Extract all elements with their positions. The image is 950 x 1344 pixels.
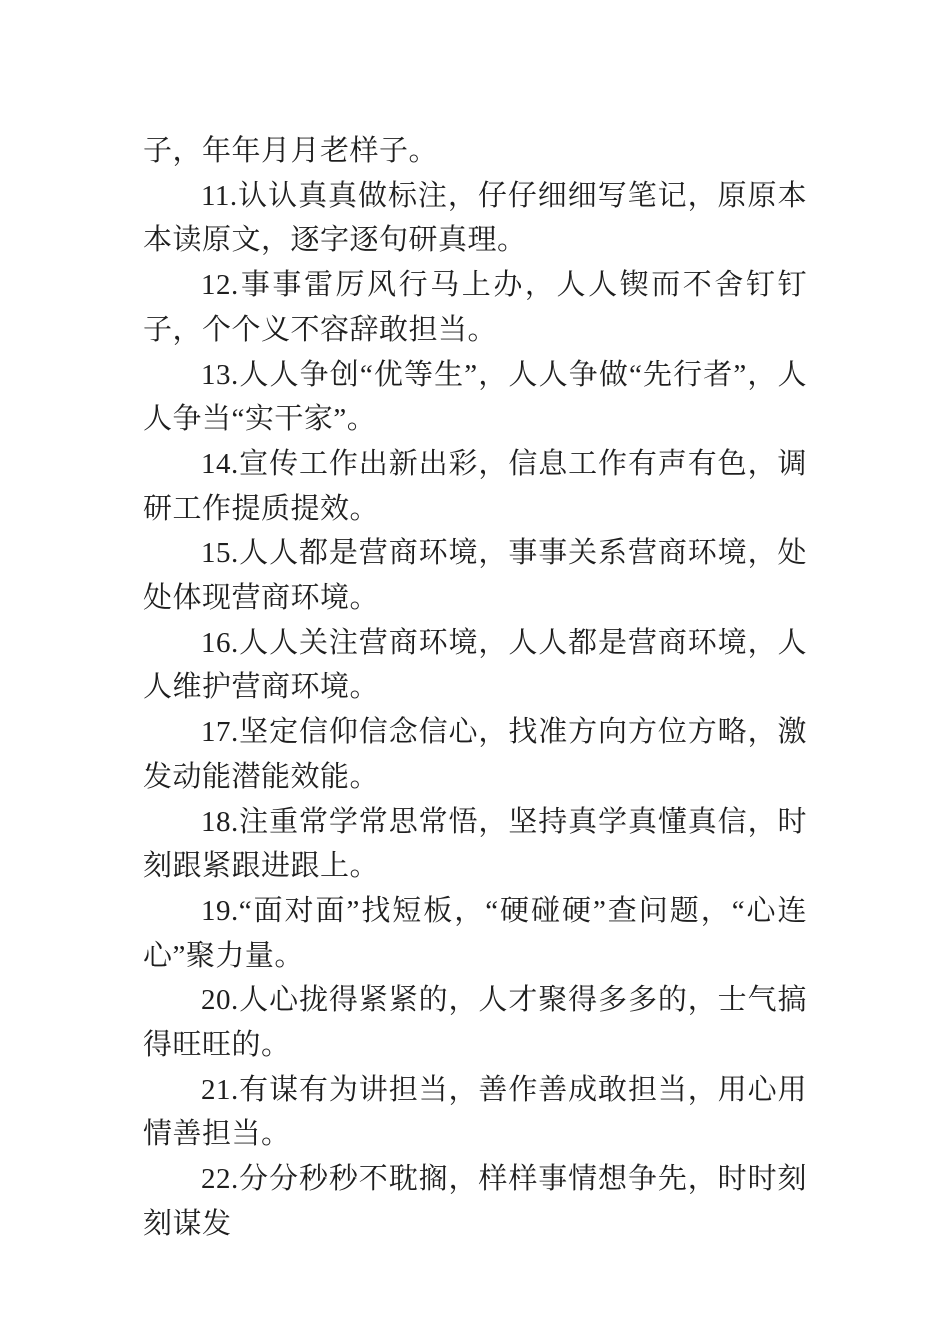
- numbered-item-21: 21.有谋有为讲担当，善作善成敢担当，用心用情善担当。: [143, 1073, 807, 1151]
- numbered-item-17: 17.坚定信仰信念信心，找准方向方位方略，激发动能潜能效能。: [143, 716, 807, 793]
- numbered-item-19: 19.“面对面”找短板，“硬碰硬”查问题，“心连心”聚力量。: [143, 894, 807, 972]
- numbered-item-20: 20.人心拢得紧紧的，人才聚得多多的，士气搞得旺旺的。: [143, 984, 807, 1062]
- paragraph-continuation-item-10: 子，年年月月老样子。: [143, 135, 439, 167]
- numbered-item-16: 16.人人关注营商环境，人人都是营商环境，人人维护营商环境。: [143, 626, 807, 704]
- numbered-item-18: 18.注重常学常思常悟，坚持真学真懂真信，时刻跟紧跟进跟上。: [143, 805, 807, 883]
- page-body: [143, 129, 807, 1247]
- numbered-item-13: 13.人人争创“优等生”，人人争做“先行者”，人人争当“实干家”。: [143, 358, 807, 436]
- numbered-item-11: 11.认认真真做标注，仔仔细细写笔记，原原本本读原文，逐字逐句研真理。: [143, 179, 807, 257]
- numbered-item-14: 14.宣传工作出新出彩，信息工作有声有色，调研工作提质提效。: [143, 447, 807, 525]
- numbered-item-15: 15.人人都是营商环境，事事关系营商环境，处处体现营商环境。: [143, 537, 807, 615]
- numbered-item-22: 22.分分秒秒不耽搁，样样事情想争先，时时刻刻谋发: [143, 1163, 807, 1240]
- numbered-item-12: 12.事事雷厉风行马上办，人人锲而不舍钉钉子，个个义不容辞敢担当。: [143, 269, 807, 346]
